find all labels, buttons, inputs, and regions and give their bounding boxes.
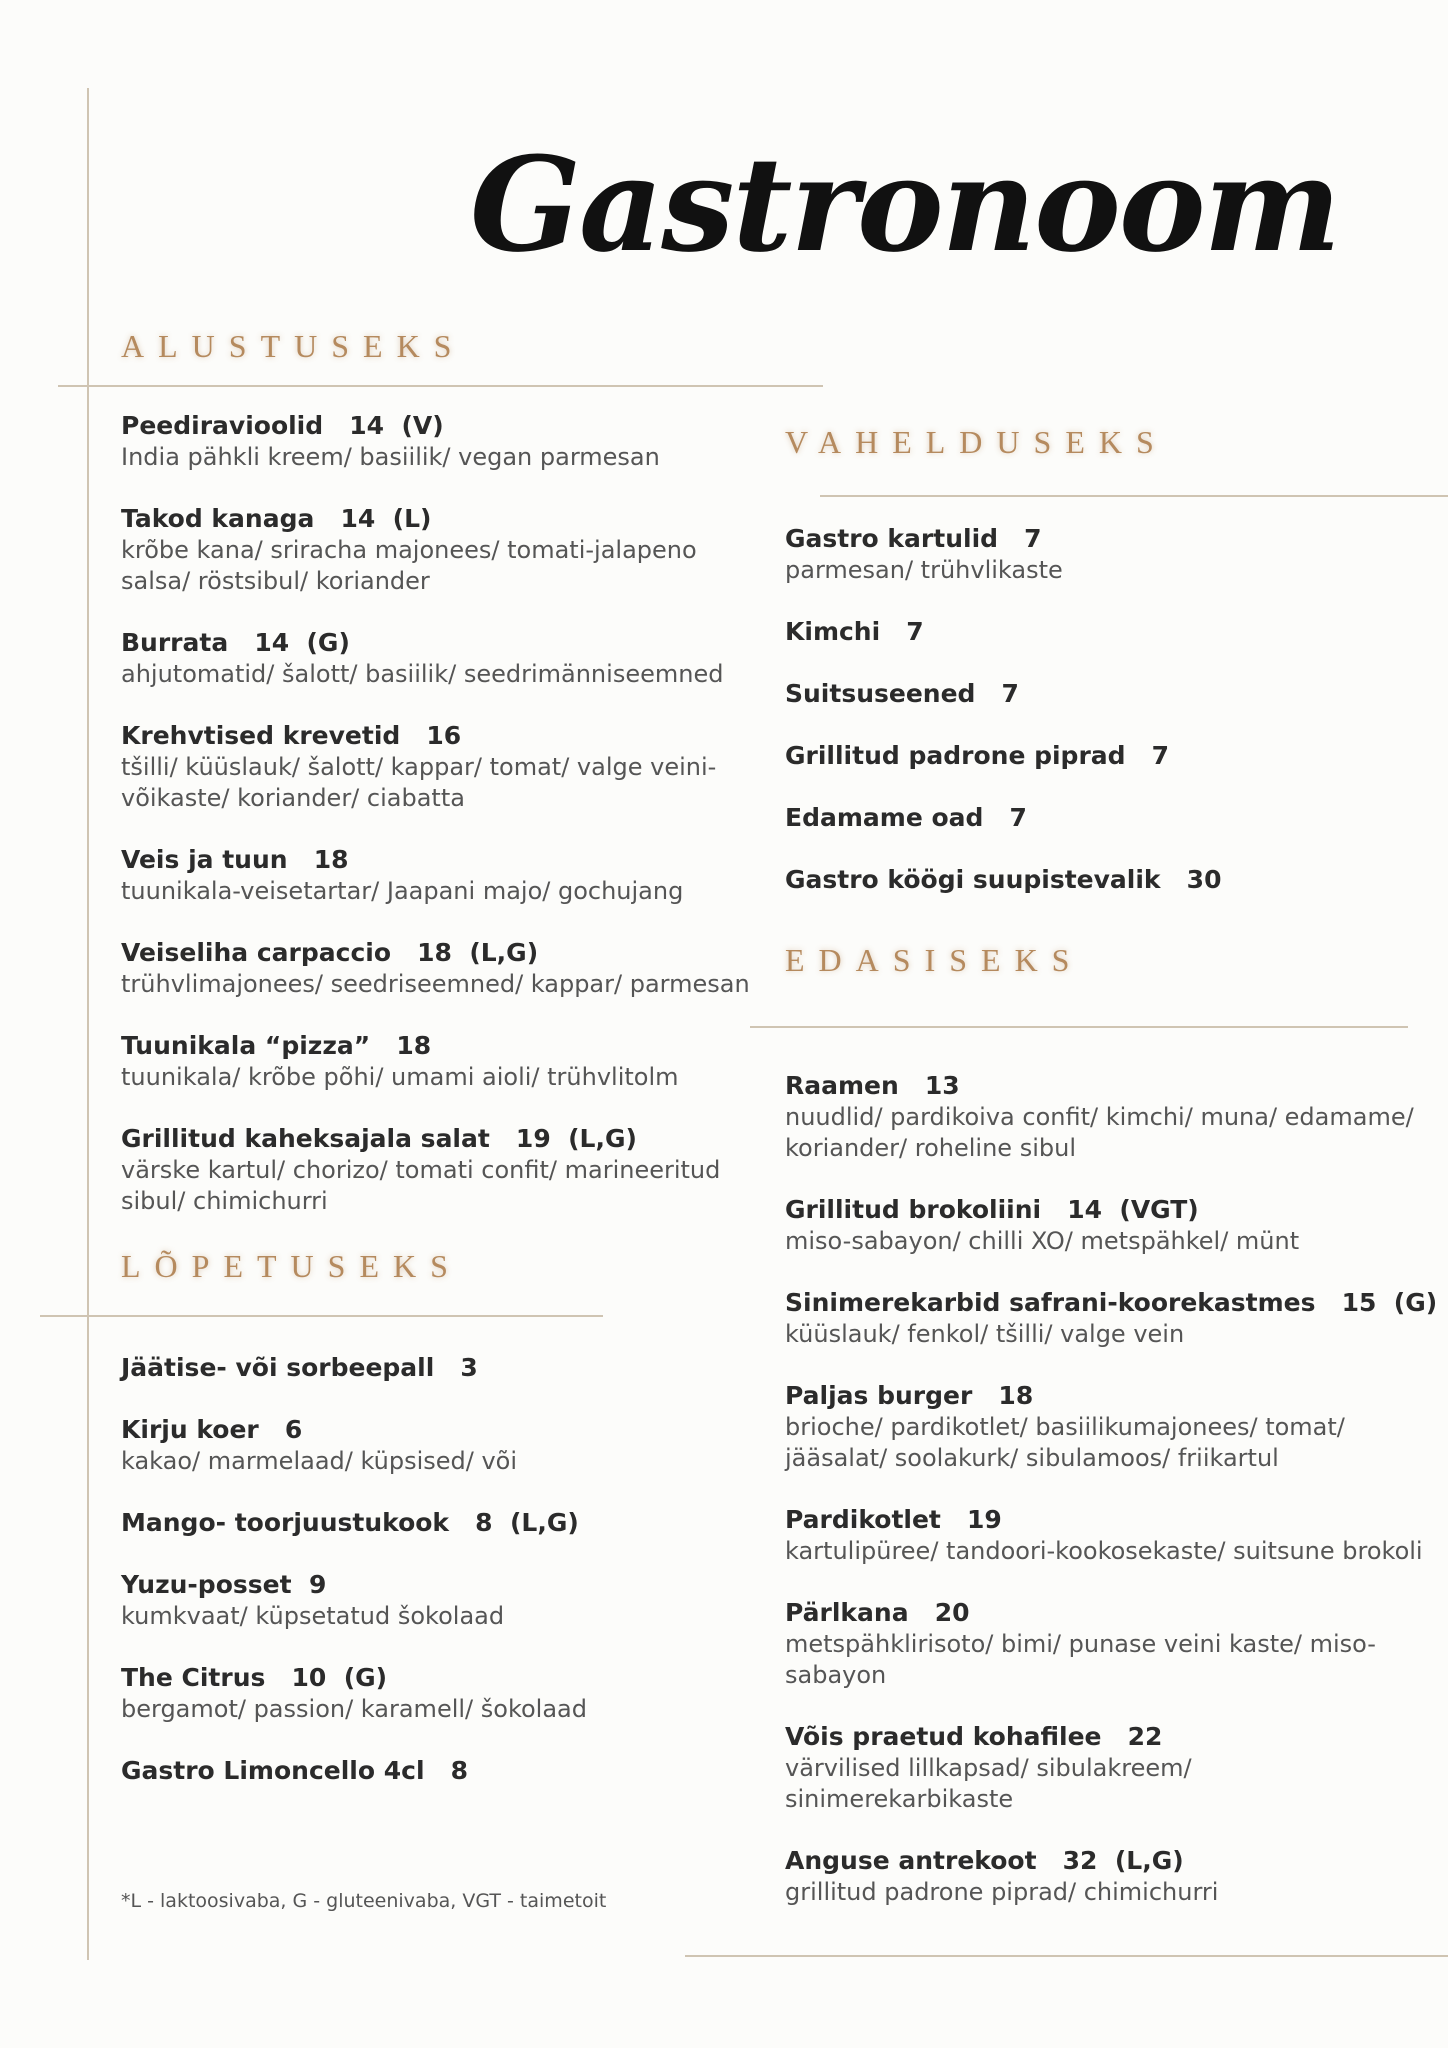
menu-item-name: Tuunikala “pizza” 18 (121, 1031, 432, 1060)
menu-item-description: bergamot/ passion/ karamell/ šokolaad (121, 1695, 587, 1723)
menu-item-description: ahjutomatid/ šalott/ basiilik/ seedrimänniseemned (121, 660, 724, 688)
menu-item-name: Suitsuseened 7 (785, 679, 1019, 708)
edasiseks-rule (750, 1026, 1408, 1028)
menu-item-description: küüslauk/ fenkol/ tšilli/ valge vein (785, 1320, 1185, 1348)
menu-item-description: brioche/ pardikotlet/ basiilikumajonees/ tomat/ jääsalat/ soolakurk/ sibulamoos/ friikartul (785, 1413, 1345, 1472)
menu-item (785, 802, 1425, 834)
menu-item-name: Gastro Limoncello 4cl 8 (121, 1756, 469, 1785)
menu-item (785, 678, 1425, 710)
menu-item-description: trühvlimajonees/ seedriseemned/ kappar/ parmesan (121, 970, 750, 998)
menu-item-name: Võis praetud kohafilee 22 (785, 1722, 1163, 1751)
menu-item-description: tuunikala-veisetartar/ Jaapani majo/ gochujang (121, 877, 684, 905)
menu-item-name: Sinimerekarbid safrani-koorekastmes 15 (G) (785, 1288, 1438, 1317)
menu-item (121, 1352, 741, 1384)
menu-item (121, 844, 761, 907)
menu-item-name: Pardikotlet 19 (785, 1505, 1002, 1534)
menu-item (121, 503, 761, 597)
menu-item (785, 1070, 1425, 1164)
menu-item (121, 1569, 741, 1632)
menu-item-name: The Citrus 10 (G) (121, 1663, 388, 1692)
section-title-edasiseks: EDASISEKS (785, 942, 1084, 978)
menu-item-name: Kirju koer 6 (121, 1415, 303, 1444)
alustuseks-list (121, 410, 761, 1247)
menu-item-name: Jäätise- või sorbeepall 3 (121, 1353, 478, 1382)
lopetuseks-rule (40, 1315, 603, 1317)
menu-item-description: nuudlid/ pardikoiva confit/ kimchi/ muna/ edamame/ koriander/ roheline sibul (785, 1103, 1414, 1162)
menu-item (785, 1721, 1425, 1815)
menu-item-description: värske kartul/ chorizo/ tomati confit/ marineeritud sibul/ chimichurri (121, 1156, 721, 1215)
lopetuseks-list (121, 1352, 741, 1817)
left-vertical-rule (87, 88, 89, 1960)
edasiseks-list (785, 1070, 1438, 1938)
menu-item-description: India pähkli kreem/ basiilik/ vegan parmesan (121, 443, 660, 471)
menu-item-name: Grillitud brokoliini 14 (VGT) (785, 1195, 1199, 1224)
menu-item-name: Pärlkana 20 (785, 1598, 970, 1627)
menu-item (785, 1287, 1438, 1350)
vahelduseks-rule (820, 495, 1448, 497)
menu-item-name: Veiseliha carpaccio 18 (L,G) (121, 938, 539, 967)
menu-item-name: Grillitud kaheksajala salat 19 (L,G) (121, 1124, 637, 1153)
section-title-lopetuseks: LÕPETUSEKS (121, 1248, 462, 1284)
menu-item-name: Veis ja tuun 18 (121, 845, 349, 874)
menu-item (785, 864, 1425, 896)
menu-item-name: Anguse antrekoot 32 (L,G) (785, 1846, 1184, 1875)
menu-item (121, 1030, 761, 1093)
menu-item-name: Takod kanaga 14 (L) (121, 504, 432, 533)
menu-item-description: kakao/ marmelaad/ küpsised/ või (121, 1447, 518, 1475)
menu-item-description: tuunikala/ krõbe põhi/ umami aioli/ trühvlitolm (121, 1063, 679, 1091)
menu-item-description: krõbe kana/ sriracha majonees/ tomati-jalapeno salsa/ röstsibul/ koriander (121, 536, 697, 595)
section-title-alustuseks: ALUSTUSEKS (121, 328, 466, 364)
menu-item-description: grillitud padrone piprad/ chimichurri (785, 1878, 1219, 1906)
menu-item-description: miso-sabayon/ chilli XO/ metspähkel/ münt (785, 1227, 1300, 1255)
menu-item-name: Raamen 13 (785, 1071, 960, 1100)
menu-item (121, 1755, 741, 1787)
menu-item-name: Edamame oad 7 (785, 803, 1027, 832)
menu-item (121, 720, 761, 814)
menu-item-description: metspähklirisoto/ bimi/ punase veini kaste/ miso-sabayon (785, 1630, 1376, 1689)
menu-item-name: Peediravioolid 14 (V) (121, 411, 444, 440)
menu-item-name: Mango- toorjuustukook 8 (L,G) (121, 1508, 579, 1537)
menu-item (121, 410, 761, 473)
menu-item-name: Gastro kartulid 7 (785, 524, 1042, 553)
menu-item (121, 1662, 741, 1725)
menu-item-description: kartulipüree/ tandoori-kookosekaste/ suitsune brokoli (785, 1537, 1423, 1565)
footnote: *L - laktoosivaba, G - gluteenivaba, VGT - taimetoit (121, 1890, 607, 1912)
menu-item (121, 627, 761, 690)
menu-item (785, 523, 1425, 586)
menu-item (785, 1194, 1425, 1257)
menu-item-description: värvilised lillkapsad/ sibulakreem/ sinimerekarbikaste (785, 1754, 1192, 1813)
menu-item (785, 1504, 1425, 1567)
menu-item-name: Grillitud padrone piprad 7 (785, 741, 1170, 770)
menu-item (121, 1414, 741, 1477)
menu-item-description: kumkvaat/ küpsetatud šokolaad (121, 1602, 505, 1630)
menu-item (785, 740, 1425, 772)
menu-item-name: Gastro köögi suupistevalik 30 (785, 865, 1222, 894)
menu-item (785, 1845, 1425, 1908)
menu-item (785, 1380, 1425, 1474)
menu-item-description: tšilli/ küüslauk/ šalott/ kappar/ tomat/ valge veini-võikaste/ koriander/ ciabatta (121, 753, 717, 812)
vahelduseks-list (785, 523, 1425, 926)
menu-item-description: parmesan/ trühvlikaste (785, 556, 1063, 584)
menu-item-name: Burrata 14 (G) (121, 628, 350, 657)
menu-item (121, 1123, 761, 1217)
bottom-rule (685, 1955, 1448, 1957)
menu-item-name: Paljas burger 18 (785, 1381, 1034, 1410)
section-title-vahelduseks: VAHELDUSEKS (785, 424, 1168, 460)
menu-item-name: Krehvtised krevetid 16 (121, 721, 462, 750)
alustuseks-rule (58, 385, 823, 387)
menu-item-name: Kimchi 7 (785, 617, 924, 646)
menu-item (785, 616, 1425, 648)
menu-item (121, 1507, 741, 1539)
menu-item-name: Yuzu-posset 9 (121, 1570, 327, 1599)
menu-item (785, 1597, 1425, 1691)
menu-item (121, 937, 761, 1000)
gastronoom-logo: Gastronoom (470, 128, 1340, 281)
